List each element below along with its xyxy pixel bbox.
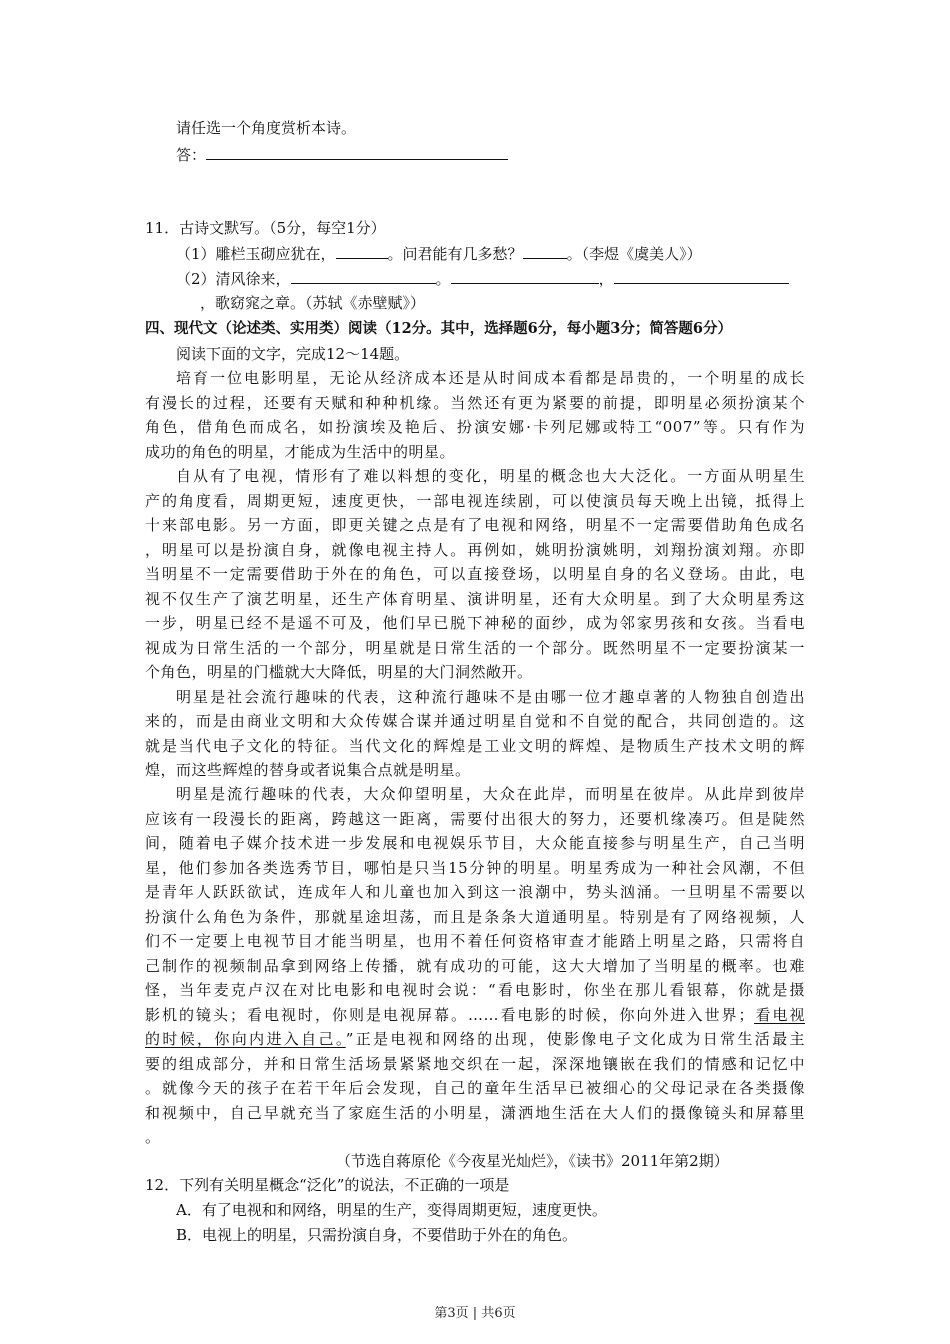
q11-item1-text-b: 。问君能有几多愁？ bbox=[387, 245, 523, 263]
q12-stem: 12．下列有关明星概念“泛化”的说法，不正确的一项是 bbox=[145, 1176, 510, 1194]
p2-line-6: 视不仅生产了演艺明星，还生产体育明星、演讲明星，还有大众明星。到了大众明星秀这 bbox=[145, 590, 805, 608]
p2-line-2: 产的角度看，周期更短，速度更快，一部电视连续剧，可以使演员每天晚上出镜，抵得上 bbox=[145, 492, 805, 510]
p4-line-3: 间，随着电子媒介技术进一步发展和电视娱乐节目，大众能直接参与明星生产，自己当明 bbox=[145, 834, 805, 852]
q11-item2-text-b: 。 bbox=[435, 270, 451, 288]
p2-line-8: 视成为日常生活的一个部分，明星就是日常生活的一个部分。既然明星不一定要扮演某一 bbox=[145, 639, 805, 657]
p4-line-8: 己制作的视频制品拿到网络上传播，就有成功的可能，这大大增加了当明星的概率。也难 bbox=[145, 957, 805, 975]
q11-item2-cont: ，歌窈窕之章。（苏轼《赤壁赋》） bbox=[200, 294, 426, 312]
p3-line-3: 就是当代电子文化的特征。当代文化的辉煌是工业文明的辉煌、是物质生产技术文明的辉 bbox=[145, 737, 805, 755]
p4-line-12: 要的组成部分，并和日常生活场景紧紧地交织在一起，深深地镶嵌在我们的情感和记忆中 bbox=[145, 1055, 805, 1073]
p3-line-2: 来的，而是由商业文明和大众传媒合谋并通过明星自觉和不自觉的配合，共同创造的。这 bbox=[145, 712, 805, 730]
p3-line-1: 明星是社会流行趣味的代表，这种流行趣味不是由哪一位才趣卓著的人物独自创造出 bbox=[176, 688, 805, 706]
q10-prompt: 请任选一个角度赏析本诗。 bbox=[176, 119, 357, 137]
p2-line-5: 当明星不一定需要借助于外在的角色，可以直接登场，以明星自身的名义登场。由此，电 bbox=[145, 565, 805, 583]
p4-line-14: 和视频中，自己早就充当了家庭生活的小明星，潇洒地生活在大人们的摄像镜头和屏幕里 bbox=[145, 1104, 805, 1122]
q11-item2 bbox=[176, 267, 789, 290]
section4-title: 四、现代文（论述类、实用类）阅读（12分。其中，选择题6分，每小题3分；简答题6分） bbox=[145, 320, 732, 337]
p4-line-11-text: ”正是电视和网络的出现，使影像电子文化成为日常生活最主 bbox=[345, 1030, 805, 1048]
p4-line-4: 星，他们参加各类选秀节目，哪怕是只当15分钟的明星。明星秀成为一种社会风潮，不但 bbox=[145, 859, 805, 877]
q11-item1-blank-2[interactable] bbox=[523, 242, 567, 259]
q11-item2-blank-2[interactable] bbox=[451, 267, 599, 284]
p1-line-4: 成功的角色的明星，才能成为生活中的明星。 bbox=[145, 443, 456, 461]
p2-line-4: ，明星可以是扮演自身，就像电视主持人。再例如，姚明扮演姚明，刘翔扮演刘翔。亦即 bbox=[145, 541, 805, 559]
p2-line-7: 一步，明星已经不是遥不可及，他们早已脱下神秘的面纱，成为邻家男孩和女孩。当看电 bbox=[145, 614, 805, 632]
p4-line-1: 明星是流行趣味的代表，大众仰望明星，大众在此岸，而明星在彼岸。从此岸到彼岸 bbox=[176, 785, 805, 803]
p4-line-10-text: 影机的镜头；看电视时，你则是电视屏幕。……看电影的时候，你向外进入世界； bbox=[145, 1006, 754, 1024]
q12-option-b[interactable]: B．电视上的明星，只需扮演自身，不要借助于外在的角色。 bbox=[176, 1226, 578, 1244]
q11-item2-blank-3[interactable] bbox=[614, 267, 789, 284]
q12-option-a[interactable]: A．有了电视和和网络，明星的生产，变得周期更短，速度更快。 bbox=[176, 1201, 607, 1219]
p4-line-9: 怪，当年麦克卢汉在对比电影和电视时会说：“看电影时，你坐在那儿看银幕，你就是摄 bbox=[145, 981, 805, 999]
p4-line-13: 。就像今天的孩子在若干年后会发现，自己的童年生活早已被细心的父母记录在各类摄像 bbox=[145, 1079, 805, 1097]
q11-item2-blank-1[interactable] bbox=[291, 267, 436, 284]
underlined-quote-part-1: 看电视 bbox=[753, 1006, 805, 1024]
section4-instruction: 阅读下面的文字，完成12～14题。 bbox=[176, 345, 410, 363]
p4-line-15: 。 bbox=[145, 1128, 161, 1146]
p4-line-7: 们不一定要上电视节目才能当明星，也用不着任何资格审查才能踏上明星之路，只需将自 bbox=[145, 932, 805, 950]
q11-item2-text-c: ， bbox=[598, 270, 614, 288]
page-footer: 第3页 | 共6页 bbox=[434, 1306, 516, 1321]
q10-answer-label: 答： bbox=[176, 146, 207, 164]
p4-line-11 bbox=[145, 1028, 805, 1050]
p1-line-1: 培育一位电影明星，无论从经济成本还是从时间成本看都是昂贵的，一个明星的成长 bbox=[176, 369, 805, 387]
p2-line-9: 个角色，明星的门槛就大大降低，明星的大门洞然敞开。 bbox=[145, 663, 533, 681]
underlined-quote-part-2: 的时候，你向内进入自己。 bbox=[145, 1030, 346, 1048]
q11-item2-text-a: （2）清风徐来， bbox=[176, 270, 291, 288]
p3-line-4: 煌，而这些辉煌的替身或者说集合点就是明星。 bbox=[145, 761, 471, 779]
q10-answer-row bbox=[176, 143, 508, 166]
q11-title: 11．古诗文默写。（5分，每空1分） bbox=[145, 219, 386, 237]
p4-line-5: 是青年人跃跃欲试，连成年人和儿童也加入到这一浪潮中，势头汹涌。一旦明星不需要以 bbox=[145, 883, 805, 901]
p1-line-2: 有漫长的过程，还要有天赋和种种机缘。当然还有更为紧要的前提，即明星必须扮演某个 bbox=[145, 394, 805, 412]
q11-item1-text-c: 。（李煜《虞美人》） bbox=[566, 245, 702, 263]
p4-line-10 bbox=[145, 1004, 805, 1026]
q11-item1-blank-1[interactable] bbox=[336, 242, 388, 259]
p2-line-1: 自从有了电视，情形有了难以料想的变化，明星的概念也大大泛化。一方面从明星生 bbox=[176, 467, 805, 485]
q11-item1-text-a: （1）雕栏玉砌应犹在， bbox=[176, 245, 336, 263]
p4-line-6: 扮演什么角色为条件，那就星途坦荡，而且是条条大道通明星。特别是有了网络视频，人 bbox=[145, 908, 805, 926]
q11-item1 bbox=[176, 242, 702, 265]
p2-line-3: 十来部电影。另一方面，即更关键之点是有了电视和网络，明星不一定需要借助角色成名 bbox=[145, 516, 805, 534]
p1-line-3: 角色，借角色而成名，如扮演埃及艳后、扮演安娜·卡列尼娜或特工“007”等。只有作为 bbox=[145, 418, 805, 436]
q10-answer-blank[interactable] bbox=[206, 143, 508, 160]
passage-source: （节选自蒋原伦《今夜星光灿烂》，《读书》2011年第2期） bbox=[336, 1152, 729, 1170]
p4-line-2: 应该有一段漫长的距离，跨越这一距离，需要付出很大的努力，还要机缘凑巧。但是陡然 bbox=[145, 810, 805, 828]
